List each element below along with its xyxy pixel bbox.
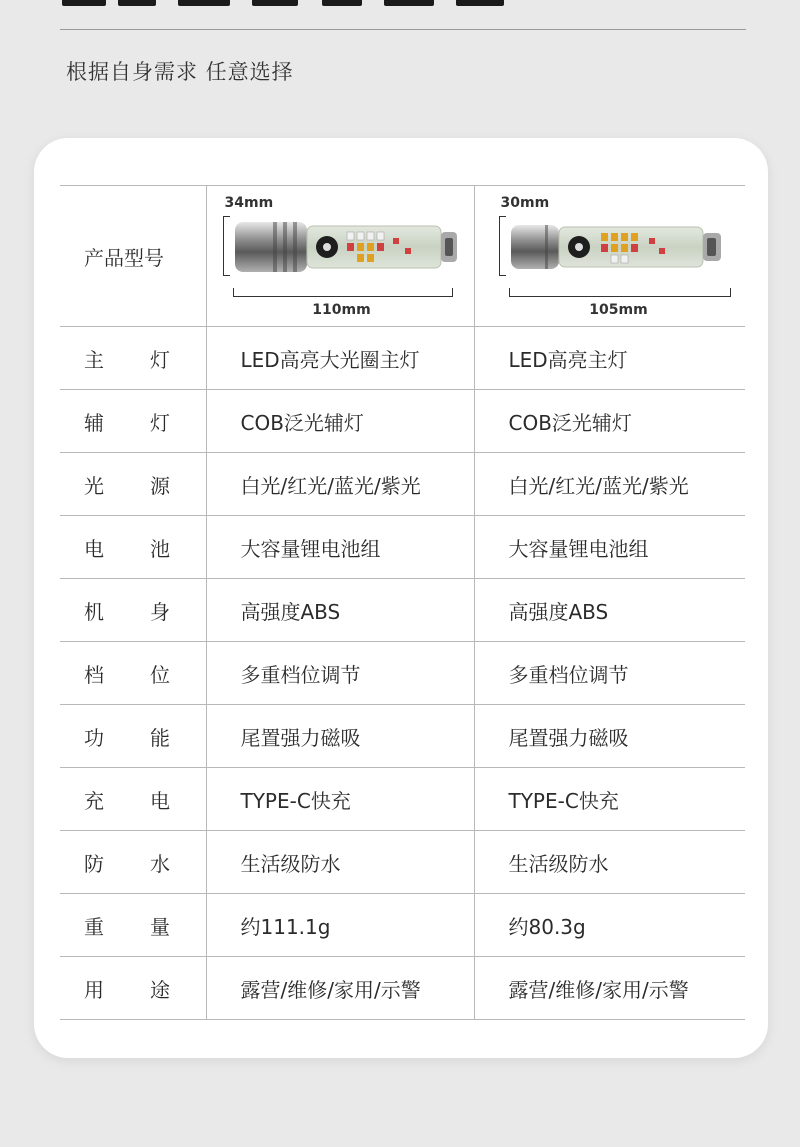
value-cell: 白光/红光/蓝光/紫光 — [206, 453, 474, 516]
product-image-2 — [475, 186, 746, 326]
value-cell: 多重档位调节 — [474, 642, 745, 705]
diameter-bracket-1 — [223, 216, 230, 276]
value-cell: 生活级防水 — [474, 831, 745, 894]
value-cell: LED高亮主灯 — [474, 327, 745, 390]
value-cell: TYPE-C快充 — [474, 768, 745, 831]
value-cell: 露营/维修/家用/示警 — [474, 957, 745, 1020]
value-cell: 大容量锂电池组 — [474, 516, 745, 579]
value-cell: COB泛光辅灯 — [474, 390, 745, 453]
row-label: 机 身 — [84, 599, 170, 624]
row-label: 光 源 — [84, 473, 170, 498]
table-row — [60, 327, 745, 390]
flashlight-icon-2 — [509, 218, 735, 276]
table-row — [60, 957, 745, 1020]
model-header-row — [60, 186, 745, 327]
table-row — [60, 390, 745, 453]
table-row — [60, 831, 745, 894]
diameter-label-1: 34mm — [224, 195, 274, 211]
value-cell: COB泛光辅灯 — [206, 390, 474, 453]
value-cell: 高强度ABS — [474, 579, 745, 642]
row-label: 充 电 — [84, 788, 170, 813]
product-image-cell-1 — [206, 186, 474, 327]
value-cell: 约80.3g — [474, 894, 745, 957]
table-row — [60, 516, 745, 579]
value-cell: LED高亮大光圈主灯 — [206, 327, 474, 390]
length-bracket-2 — [509, 288, 731, 297]
diameter-bracket-2 — [499, 216, 506, 276]
length-label-2: 105mm — [589, 302, 648, 318]
value-cell: 白光/红光/蓝光/紫光 — [474, 453, 745, 516]
table-row — [60, 768, 745, 831]
value-cell: 大容量锂电池组 — [206, 516, 474, 579]
value-cell: 约111.1g — [206, 894, 474, 957]
flashlight-icon-1 — [233, 218, 459, 276]
table-row — [60, 579, 745, 642]
value-cell: 生活级防水 — [206, 831, 474, 894]
table-row — [60, 894, 745, 957]
row-label: 档 位 — [84, 662, 170, 687]
length-bracket-1 — [233, 288, 453, 297]
value-cell: 尾置强力磁吸 — [206, 705, 474, 768]
row-label: 重 量 — [84, 914, 170, 939]
length-label-1: 110mm — [312, 302, 371, 318]
product-image-cell-2 — [474, 186, 745, 327]
row-label: 防 水 — [84, 851, 170, 876]
spec-card — [34, 138, 768, 1058]
value-cell: 露营/维修/家用/示警 — [206, 957, 474, 1020]
title-remnant — [0, 0, 800, 30]
product-image-1 — [207, 186, 474, 326]
value-cell: 高强度ABS — [206, 579, 474, 642]
model-label: 产品型号 — [84, 245, 164, 270]
row-label: 用 途 — [84, 977, 170, 1002]
row-label: 电 池 — [84, 536, 170, 561]
value-cell: 多重档位调节 — [206, 642, 474, 705]
value-cell: TYPE-C快充 — [206, 768, 474, 831]
diameter-label-2: 30mm — [500, 195, 550, 211]
row-label: 功 能 — [84, 725, 170, 750]
title-underline — [60, 29, 746, 30]
table-row — [60, 642, 745, 705]
model-label-cell — [60, 186, 206, 327]
spec-table — [60, 185, 745, 1020]
table-row — [60, 453, 745, 516]
row-label: 主 灯 — [84, 347, 170, 372]
value-cell: 尾置强力磁吸 — [474, 705, 745, 768]
row-label: 辅 灯 — [84, 410, 170, 435]
table-row — [60, 705, 745, 768]
page-subtitle: 根据自身需求 任意选择 — [66, 60, 294, 84]
